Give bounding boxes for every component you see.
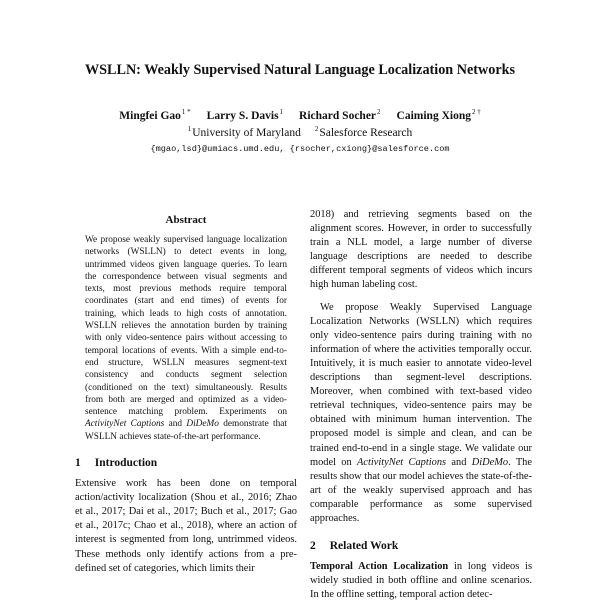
affiliation-list xyxy=(0,125,600,139)
author: Caiming Xiong$^{2 \dagger}$ xyxy=(396,108,481,122)
author: Mingfei Gao$^{1 *}$ xyxy=(119,108,191,122)
left-column xyxy=(75,200,297,576)
author: Larry S. Davis$^1$ xyxy=(206,108,284,122)
introduction-text: Extensive work has been done on temporal action/activity localization (Shou et al., 2016; Zhao et al., 2017; Dai et al., 2017; Buch et al., 2017; Gao et al., 2017c; Chao et al., 2018), where an action of interest is segmented from long, untrimmed videos. These methods only identify actions from a pre-defined set of categories, which limits their xyxy=(75,478,297,574)
right-column xyxy=(310,208,532,602)
affiliation: $^1$University of Maryland xyxy=(187,125,301,139)
affiliation: $^2$Salesforce Research xyxy=(314,125,413,139)
author: Richard Socher$^2$ xyxy=(299,108,381,122)
body-paragraph: We propose Weakly Supervised Language Localization Networks (WSLLN) which requires only video-sentence pairs during training with no information of where the activities temporally occur. Intuitively, it is much easier to annotate video-level descriptions than segment-level descriptions. Moreover, when combined with text-based video retrieval techniques, video-sentence pairs may be obtained with minimum human intervention. The proposed model is simple and clean, and can be trained end-to-end in a single stage. We validate our model on ActivityNet Captions and DiDeMo. The results show that our model achieves the state-of-the-art of the weakly supervised approach and has comparable performance as some supervised approaches. xyxy=(310,301,532,524)
body-paragraph: 2018) and retrieving segments based on the alignment scores. However, in order to successfully train a NLL model, a large number of diverse language descriptions are needed to describe different temporal segments of videos which incurs high human labeling cost. xyxy=(310,209,532,291)
abstract-text: We propose weakly supervised language localization networks (WSLLN) to detect events in long, untrimmed videos given language queries. To learn the correspondence between visual segments and texts, most previous methods require temporal coordinates (start and end times) of events for training, which leads to high costs of annotation. WSLLN relieves the annotation burden by training with only video-sentence pairs without accessing to temporal locations of events. With a simple end-to-end structure, WSLLN measures segment-text consistency and conducts segment selection (conditioned on the text) simultaneously. Results from both are merged and optimized as a video-sentence matching problem. Experiments on ActivityNet Captions and DiDeMo demonstrate that WSLLN achieves state-of-the-art performance. xyxy=(85,235,287,442)
related-work-text: Temporal Action Localization in long videos is widely studied in both offline and online scenarios. In the offline setting, temporal action detec- xyxy=(310,561,532,601)
author-list xyxy=(0,108,600,122)
section-heading-introduction: 1 Introduction xyxy=(75,457,158,470)
paper-title: WSLLN: Weakly Supervised Natural Language Localization Networks xyxy=(84,62,516,78)
abstract-heading: Abstract xyxy=(165,214,207,226)
author-emails: {mgao,lsd}@umiacs.umd.edu, {rsocher,cxiong}@salesforce.com xyxy=(150,144,450,154)
section-heading-related-work: 2 Related Work xyxy=(310,540,399,553)
